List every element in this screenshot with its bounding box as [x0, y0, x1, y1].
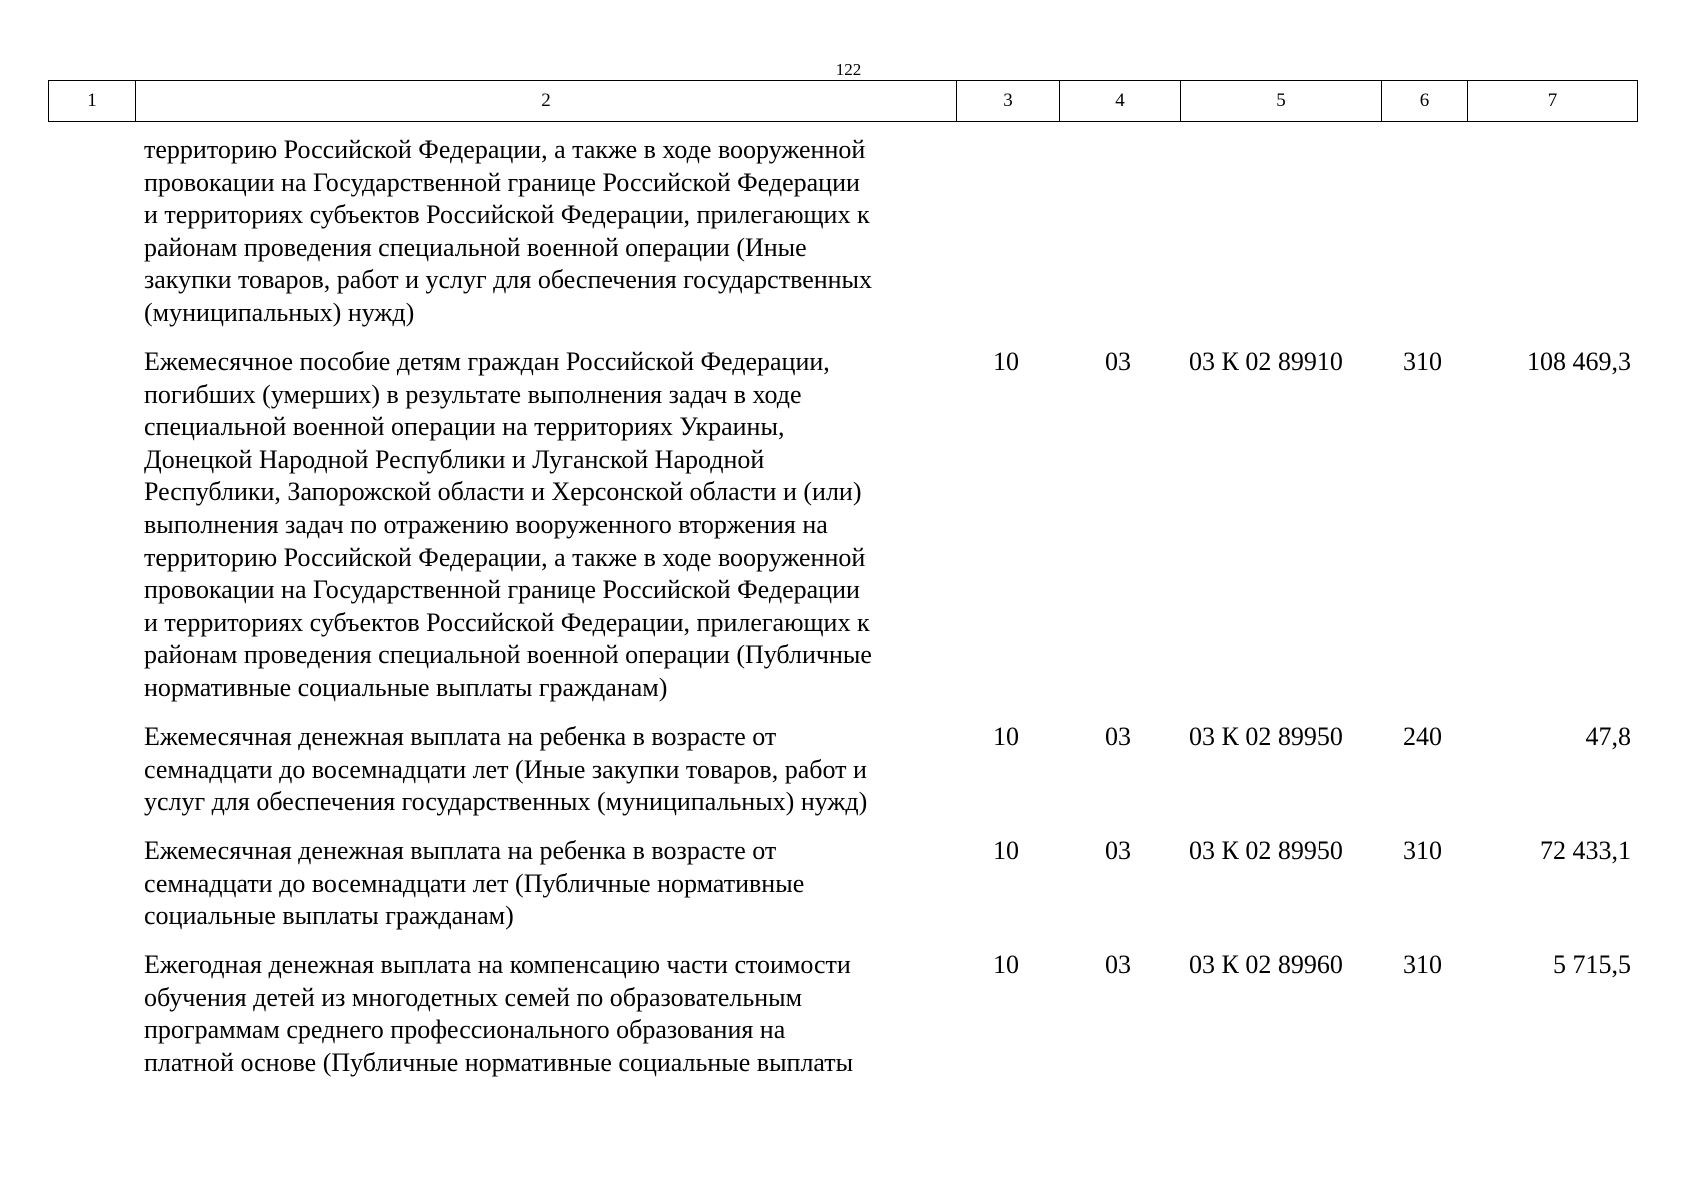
row-description — [144, 949, 934, 1079]
description-line: Ежемесячная денежная выплата на ребенка в возрасте от — [144, 722, 777, 751]
cell-expense-type: 310 — [1403, 347, 1442, 376]
cell-target-code: 03 К 02 89950 — [1189, 722, 1343, 751]
description-line: Ежегодная денежная выплата на компенсацию части стоимости — [144, 950, 851, 979]
description-line: выполнения задач по отражению вооруженного вторжения на — [144, 509, 828, 539]
description-line: закупки товаров, работ и услуг для обеспечения государственных — [144, 265, 873, 295]
row-description — [144, 134, 934, 330]
header-col-3: 3 — [957, 81, 1060, 121]
header-col-6: 6 — [1382, 81, 1468, 121]
description-line: специальной военной операции на территориях Украины, — [144, 412, 785, 442]
cell-subsection: 03 — [1105, 836, 1131, 865]
cell-amount: 108 469,3 — [1527, 347, 1631, 376]
description-line: Ежемесячное пособие детям граждан Российской Федерации, — [144, 347, 830, 376]
row-description — [144, 721, 934, 819]
description-line: районам проведения специальной военной операции (Иные — [144, 232, 807, 262]
cell-expense-type: 310 — [1403, 836, 1442, 865]
page-number: 122 — [835, 60, 862, 79]
description-line: услуг для обеспечения государственных (муниципальных) нужд) — [144, 787, 868, 817]
header-col-4: 4 — [1060, 81, 1181, 121]
description-line: провокации на Государственной границе Российской Федерации — [144, 167, 860, 197]
description-line: и территориях субъектов Российской Федерации, прилегающих к — [144, 200, 870, 230]
description-line: обучения детей из многодетных семей по образовательным — [144, 982, 803, 1012]
description-line: районам проведения специальной военной операции (Публичные — [144, 640, 872, 670]
cell-subsection: 03 — [1105, 347, 1131, 376]
header-col-1: 1 — [49, 81, 136, 121]
cell-section: 10 — [993, 722, 1019, 751]
description-line: платной основе (Публичные нормативные социальные выплаты — [144, 1047, 854, 1077]
description-line: провокации на Государственной границе Российской Федерации — [144, 575, 860, 605]
header-col-7: 7 — [1547, 90, 1558, 111]
cell-amount: 72 433,1 — [1540, 836, 1631, 865]
cell-target-code: 03 К 02 89910 — [1189, 347, 1343, 376]
description-line: территорию Российской Федерации, а также в ходе вооруженной — [144, 542, 866, 572]
description-line: (муниципальных) нужд) — [144, 297, 415, 327]
description-line: и территориях субъектов Российской Федерации, прилегающих к — [144, 607, 870, 637]
table-header — [48, 80, 1638, 122]
description-line: Ежемесячная денежная выплата на ребенка в возрасте от — [144, 836, 777, 865]
description-line: программам среднего профессионального образования на — [144, 1015, 786, 1045]
description-line: Донецкой Народной Республики и Луганской Народной — [144, 444, 765, 474]
description-line: семнадцати до восемнадцати лет (Иные закупки товаров, работ и — [144, 754, 867, 784]
cell-amount: 5 715,5 — [1553, 950, 1631, 979]
header-col-5: 5 — [1181, 81, 1382, 121]
row-description — [144, 835, 934, 933]
cell-target-code: 03 К 02 89950 — [1189, 836, 1343, 865]
row-description — [144, 346, 934, 705]
description-line: нормативные социальные выплаты гражданам) — [144, 672, 668, 702]
cell-subsection: 03 — [1105, 950, 1131, 979]
cell-target-code: 03 К 02 89960 — [1189, 950, 1343, 979]
description-line: семнадцати до восемнадцати лет (Публичные нормативные — [144, 868, 805, 898]
cell-subsection: 03 — [1105, 722, 1131, 751]
cell-section: 10 — [993, 950, 1019, 979]
cell-section: 10 — [993, 347, 1019, 376]
description-line: социальные выплаты гражданам) — [144, 901, 514, 931]
header-col-2: 2 — [136, 81, 957, 121]
cell-expense-type: 310 — [1403, 950, 1442, 979]
cell-expense-type: 240 — [1403, 722, 1442, 751]
description-line: погибших (умерших) в результате выполнения задач в ходе — [144, 379, 802, 409]
cell-section: 10 — [993, 836, 1019, 865]
description-line: территорию Российской Федерации, а также в ходе вооруженной — [144, 135, 866, 164]
description-line: Республики, Запорожской области и Херсонской области и (или) — [144, 477, 862, 507]
cell-amount: 47,8 — [1585, 722, 1631, 751]
